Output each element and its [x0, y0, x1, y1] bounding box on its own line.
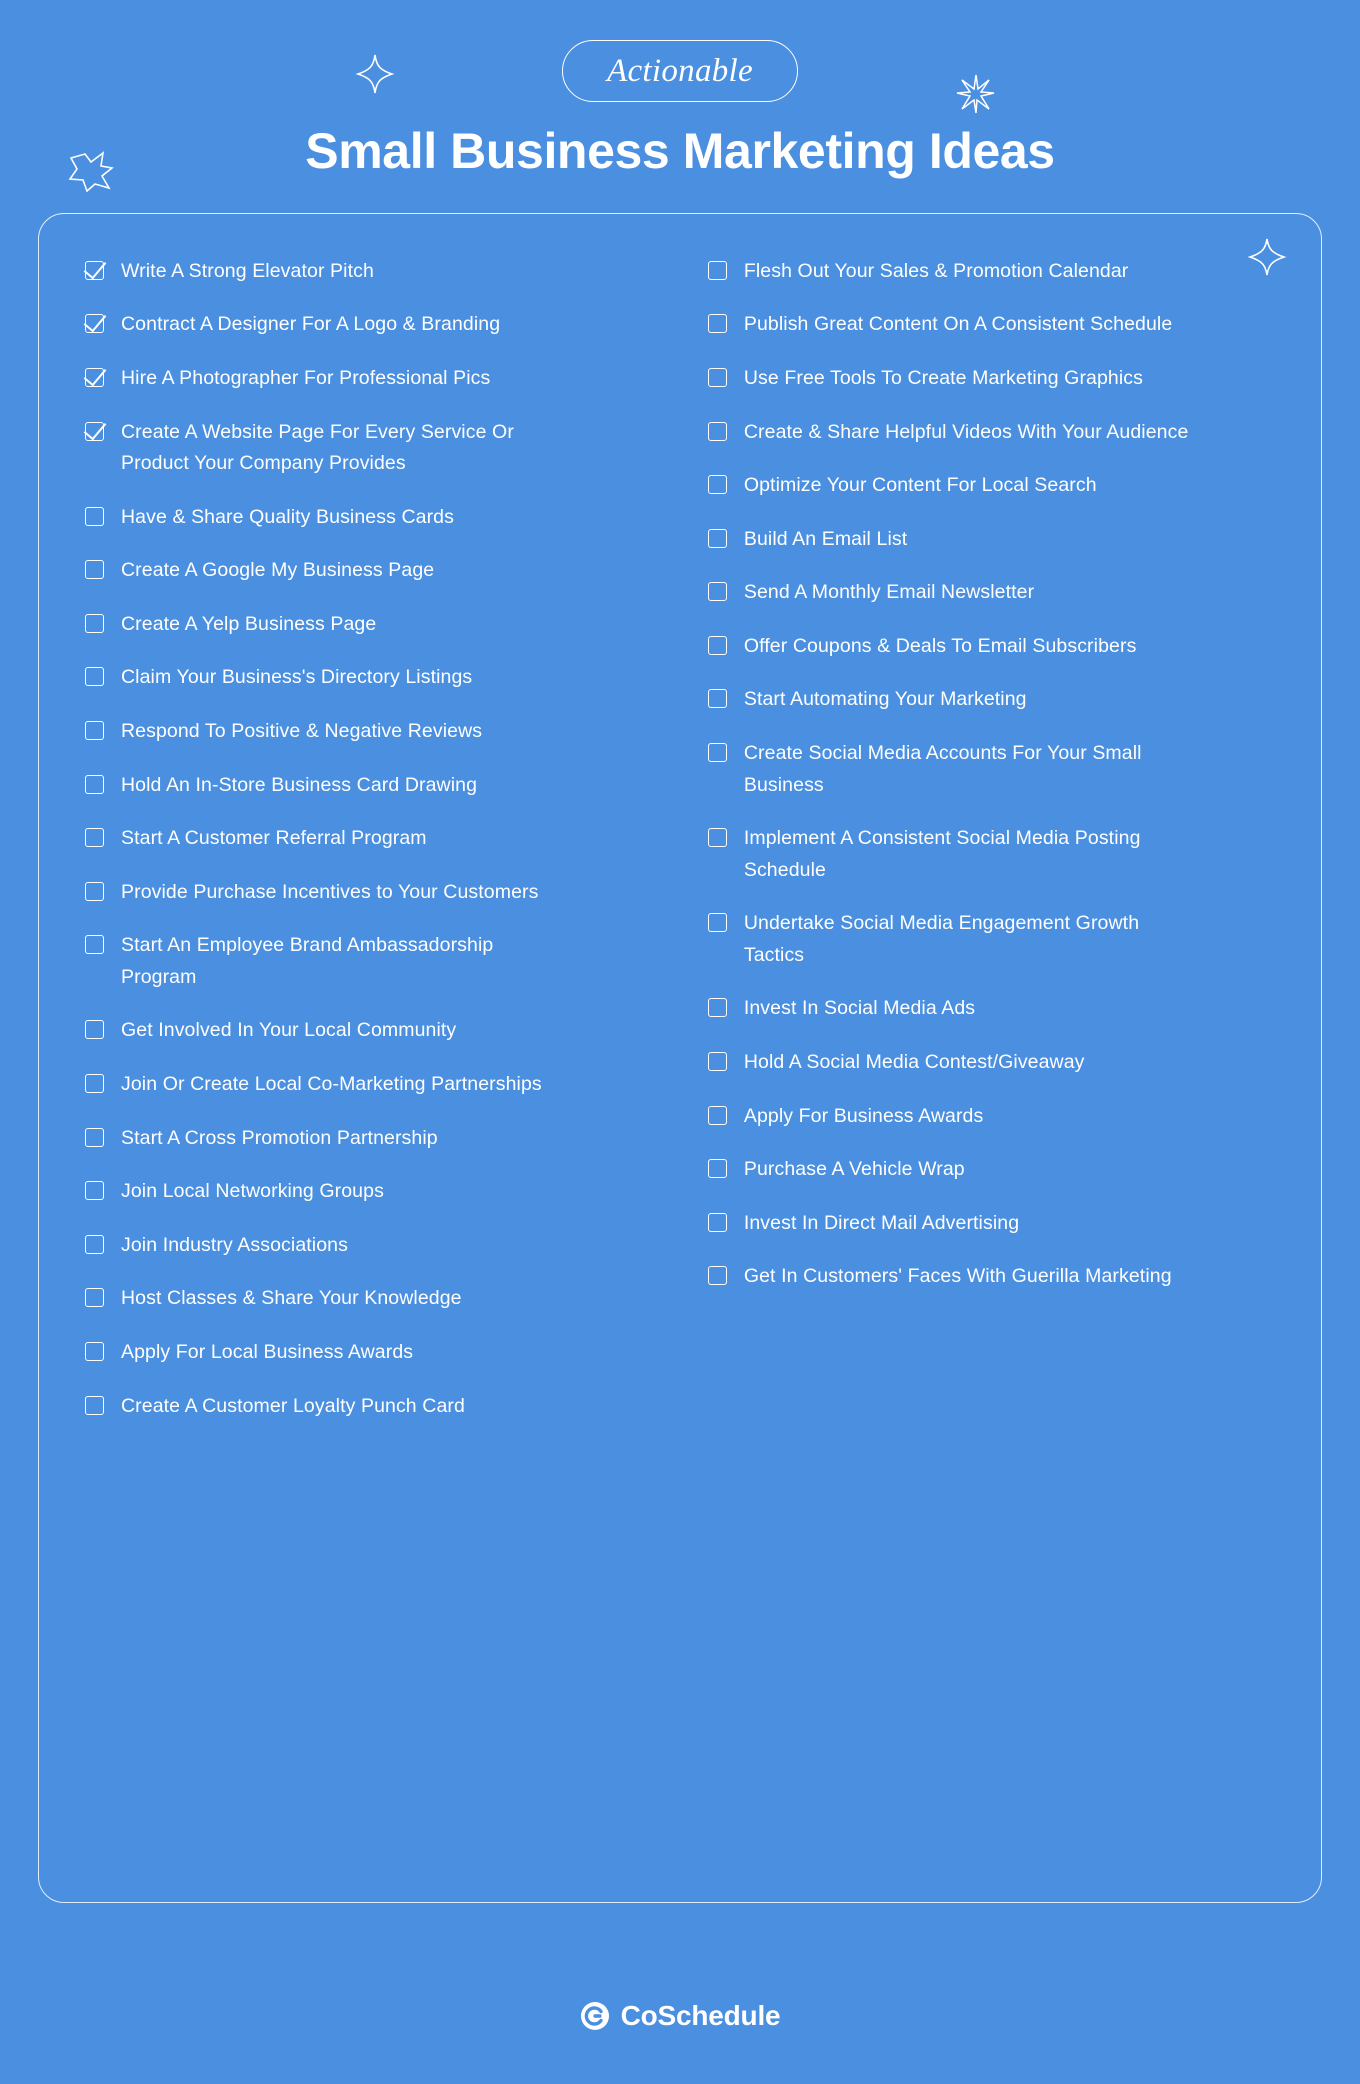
checklist-item[interactable] [85, 877, 670, 909]
checklist-item-label: Undertake Social Media Engagement Growth Tactics [743, 912, 1140, 966]
checklist-item-label: Join Local Networking Groups [121, 1180, 384, 1203]
checkbox-icon[interactable] [85, 1342, 104, 1361]
checkbox-icon[interactable] [85, 1074, 104, 1093]
checkbox-icon[interactable] [708, 828, 727, 847]
coschedule-logo-icon [580, 2001, 610, 2031]
checkbox-icon[interactable] [85, 314, 104, 333]
checklist-item[interactable] [85, 1391, 670, 1423]
checkbox-icon[interactable] [85, 1128, 104, 1147]
checkbox-icon[interactable] [708, 689, 727, 708]
checklist-item-label: Apply For Local Business Awards [121, 1340, 414, 1363]
checkbox-icon[interactable] [708, 1106, 727, 1125]
checklist-item-label: Start A Customer Referral Program [121, 827, 427, 850]
checklist-item-label: Get In Customers' Faces With Guerilla Marketing [743, 1265, 1172, 1288]
checklist-item-label: Claim Your Business's Directory Listings [121, 666, 473, 689]
checklist-item[interactable] [85, 363, 670, 395]
checkbox-icon[interactable] [708, 913, 727, 932]
checkbox-icon[interactable] [85, 614, 104, 633]
checklist-item-label: Create & Share Helpful Videos With Your Audience [743, 420, 1189, 443]
checkbox-icon[interactable] [85, 261, 104, 280]
checklist-item[interactable] [85, 555, 670, 587]
checklist-item-label: Invest In Social Media Ads [743, 997, 976, 1020]
checklist-item[interactable] [85, 1176, 670, 1208]
checkbox-icon[interactable] [85, 560, 104, 579]
checkbox-icon[interactable] [708, 529, 727, 548]
checklist-item-label: Write A Strong Elevator Pitch [121, 259, 374, 282]
checkbox-icon[interactable] [85, 1020, 104, 1039]
checklist-item[interactable] [85, 417, 670, 480]
checklist-item-label: Start A Cross Promotion Partnership [121, 1126, 438, 1149]
checklist-item[interactable] [85, 1015, 670, 1047]
checklist-item[interactable] [85, 1337, 670, 1369]
checklist-item-label: Send A Monthly Email Newsletter [743, 581, 1035, 604]
checkbox-icon[interactable] [85, 935, 104, 954]
checklist-columns [85, 256, 1275, 1444]
checklist-item-label: Create Social Media Accounts For Your Small Business [743, 742, 1142, 796]
checklist-item[interactable] [85, 1283, 670, 1315]
checklist-item-label: Create A Yelp Business Page [121, 612, 377, 635]
checklist-item-label: Have & Share Quality Business Cards [121, 505, 454, 528]
checklist-item-label: Hire A Photographer For Professional Pics [121, 366, 491, 389]
checkbox-icon[interactable] [85, 828, 104, 847]
checklist-item-label: Optimize Your Content For Local Search [743, 474, 1097, 497]
checklist-item[interactable] [708, 470, 1275, 502]
checklist-item[interactable] [708, 993, 1275, 1025]
checklist-item-label: Join Or Create Local Co-Marketing Partnerships [121, 1073, 542, 1096]
checklist-item[interactable] [708, 823, 1275, 886]
checklist-item-label: Provide Purchase Incentives to Your Customers [121, 880, 539, 903]
checklist-item-label: Apply For Business Awards [743, 1104, 984, 1127]
sparkle-icon-card [1247, 236, 1287, 283]
checklist-item[interactable] [85, 662, 670, 694]
checkbox-icon[interactable] [85, 1288, 104, 1307]
checkbox-icon[interactable] [708, 1266, 727, 1285]
checklist-item-label: Host Classes & Share Your Knowledge [121, 1287, 462, 1310]
checklist-item[interactable] [708, 908, 1275, 971]
checklist-item-label: Create A Website Page For Every Service Or Product Your Company Provides [121, 420, 514, 475]
checklist-item-label: Purchase A Vehicle Wrap [743, 1158, 965, 1181]
badge-actionable: Actionable [562, 40, 798, 102]
checklist-item-label: Join Industry Associations [121, 1233, 348, 1256]
checklist-item[interactable] [708, 417, 1275, 449]
checklist-item[interactable] [85, 1123, 670, 1155]
checklist-item[interactable] [708, 309, 1275, 341]
checkbox-icon[interactable] [85, 368, 104, 387]
checkbox-icon[interactable] [85, 882, 104, 901]
checklist-item[interactable] [708, 363, 1275, 395]
checkbox-icon[interactable] [708, 636, 727, 655]
checkbox-icon[interactable] [85, 1396, 104, 1415]
checklist-item[interactable] [708, 631, 1275, 663]
checklist-item[interactable] [85, 502, 670, 534]
checklist-column-right [690, 256, 1275, 1444]
checklist-item-label: Start Automating Your Marketing [743, 688, 1027, 711]
checklist-item-label: Implement A Consistent Social Media Posting Schedule [743, 827, 1141, 881]
checklist-item[interactable] [708, 1261, 1275, 1293]
checkbox-icon[interactable] [85, 507, 104, 526]
checklist-item-label: Get Involved In Your Local Community [121, 1019, 457, 1042]
checklist-item[interactable] [708, 738, 1275, 801]
page-header [0, 0, 1360, 179]
footer-brand [0, 2000, 1360, 2032]
checklist-item[interactable] [708, 256, 1275, 288]
checklist-item[interactable] [85, 609, 670, 641]
checkbox-icon[interactable] [708, 998, 727, 1017]
checklist-item[interactable] [708, 577, 1275, 609]
checklist-item-label: Respond To Positive & Negative Reviews [121, 720, 483, 742]
checklist-item[interactable] [708, 684, 1275, 716]
checklist-item-label: Offer Coupons & Deals To Email Subscribers [743, 634, 1137, 657]
checklist-item-label: Contract A Designer For A Logo & Branding [121, 313, 501, 336]
checkbox-icon[interactable] [708, 743, 727, 762]
checklist-item-label: Invest In Direct Mail Advertising [743, 1211, 1020, 1234]
checklist-item-label: Create A Google My Business Page [121, 559, 435, 582]
checkbox-icon[interactable] [85, 721, 104, 740]
checklist-item[interactable] [85, 930, 670, 993]
checkbox-icon[interactable] [85, 1235, 104, 1254]
checklist-item-label: Build An Email List [743, 527, 908, 550]
checklist-item[interactable] [85, 256, 670, 288]
checklist-item[interactable] [708, 1154, 1275, 1186]
checkbox-icon[interactable] [708, 368, 727, 387]
checkbox-icon[interactable] [708, 422, 727, 441]
checklist-column-left [85, 256, 670, 1444]
checkbox-icon[interactable] [708, 314, 727, 333]
checkbox-icon[interactable] [708, 1213, 727, 1232]
checklist-item-label: Hold A Social Media Contest/Giveaway [743, 1051, 1085, 1074]
checklist-item-label: Start An Employee Brand Ambassadorship Program [121, 934, 494, 988]
checklist-card [38, 213, 1322, 1903]
checkbox-icon[interactable] [85, 775, 104, 794]
checklist-item[interactable] [85, 1069, 670, 1101]
checklist-item[interactable] [708, 1208, 1275, 1240]
checklist-item-label: Use Free Tools To Create Marketing Graphics [743, 366, 1144, 389]
checkbox-icon[interactable] [708, 475, 727, 494]
checklist-item[interactable] [85, 716, 670, 748]
checklist-item-label: Flesh Out Your Sales & Promotion Calendar [743, 259, 1129, 282]
brand-name: CoSchedule [620, 2000, 781, 2031]
checklist-item-label: Hold An In-Store Business Card Drawing [121, 773, 478, 796]
checklist-item[interactable] [708, 1047, 1275, 1079]
checklist-item[interactable] [708, 524, 1275, 556]
checkbox-icon[interactable] [708, 1159, 727, 1178]
page-title: Small Business Marketing Ideas [305, 123, 1055, 180]
checklist-item[interactable] [85, 823, 670, 855]
checkbox-icon[interactable] [708, 1052, 727, 1071]
checklist-item-label: Create A Customer Loyalty Punch Card [121, 1394, 465, 1417]
checklist-item[interactable] [708, 1101, 1275, 1133]
checkbox-icon[interactable] [708, 582, 727, 601]
checkbox-icon[interactable] [708, 261, 727, 280]
checklist-item[interactable] [85, 1230, 670, 1262]
checkbox-icon[interactable] [85, 1181, 104, 1200]
checklist-item[interactable] [85, 309, 670, 341]
checklist-item-label: Publish Great Content On A Consistent Schedule [743, 313, 1173, 336]
checkbox-icon[interactable] [85, 422, 104, 441]
checkbox-icon[interactable] [85, 667, 104, 686]
checklist-item[interactable] [85, 770, 670, 802]
